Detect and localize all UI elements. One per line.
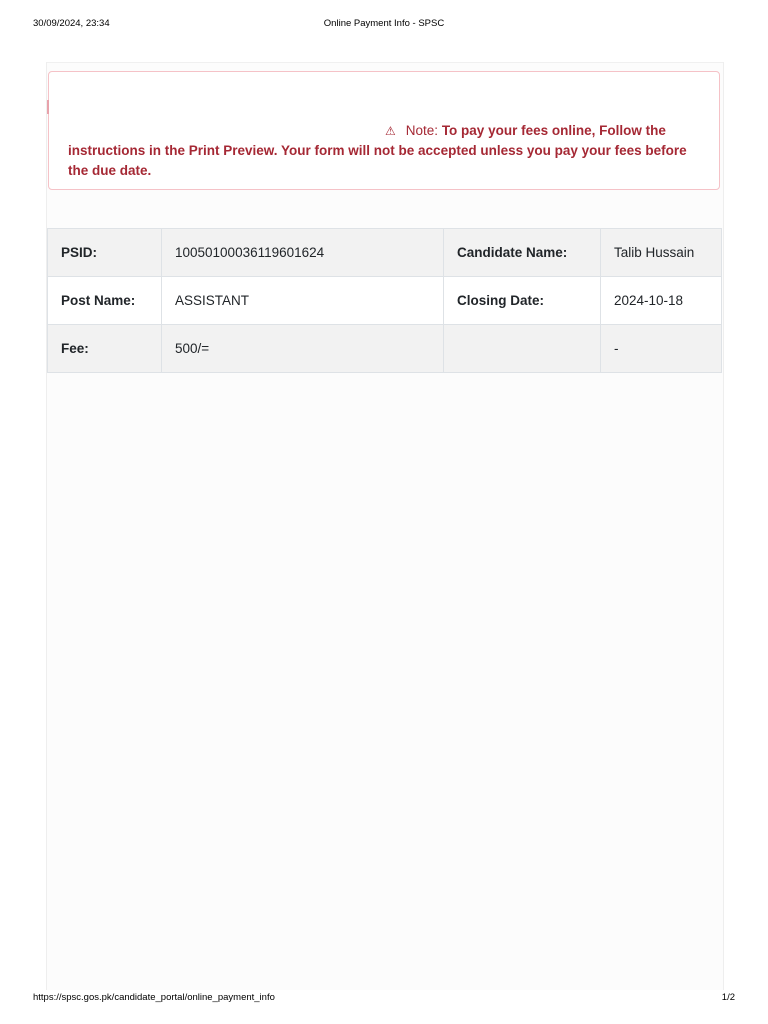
table-row [48,229,722,277]
alert-edge-marker [47,100,49,114]
page-number: 1/2 [721,992,735,1003]
fee-warning-alert [48,71,720,190]
closing-date-label: Closing Date: [444,277,601,325]
post-name-label: Post Name: [48,277,162,325]
content-frame [46,62,724,990]
payment-info-table [47,228,722,373]
alert-text [68,121,708,181]
fee-label: Fee: [48,325,162,373]
psid-label: PSID: [48,229,162,277]
empty-label-cell [444,325,601,373]
print-datetime: 30/09/2024, 23:34 [33,18,110,29]
print-page-title: Online Payment Info - SPSC [323,18,445,29]
content-top-divider [47,62,723,63]
candidate-name-label: Candidate Name: [444,229,601,277]
post-name-value: ASSISTANT [162,277,444,325]
warning-triangle-icon: ⚠ [385,124,396,138]
closing-date-value: 2024-10-18 [601,277,722,325]
candidate-name-value: Talib Hussain [601,229,722,277]
alert-message: To pay your fees online, Follow the instructions in the Print Preview. Your form will not be accepted unless you pay your fees before the due date. [68,123,687,178]
alert-note-label: Note: [405,123,439,138]
psid-value: 10050100036119601624 [162,229,444,277]
fee-value: 500/= [162,325,444,373]
empty-value-cell: - [601,325,722,373]
table-row [48,277,722,325]
table-row [48,325,722,373]
page-url: https://spsc.gos.pk/candidate_portal/online_payment_info [33,992,275,1003]
